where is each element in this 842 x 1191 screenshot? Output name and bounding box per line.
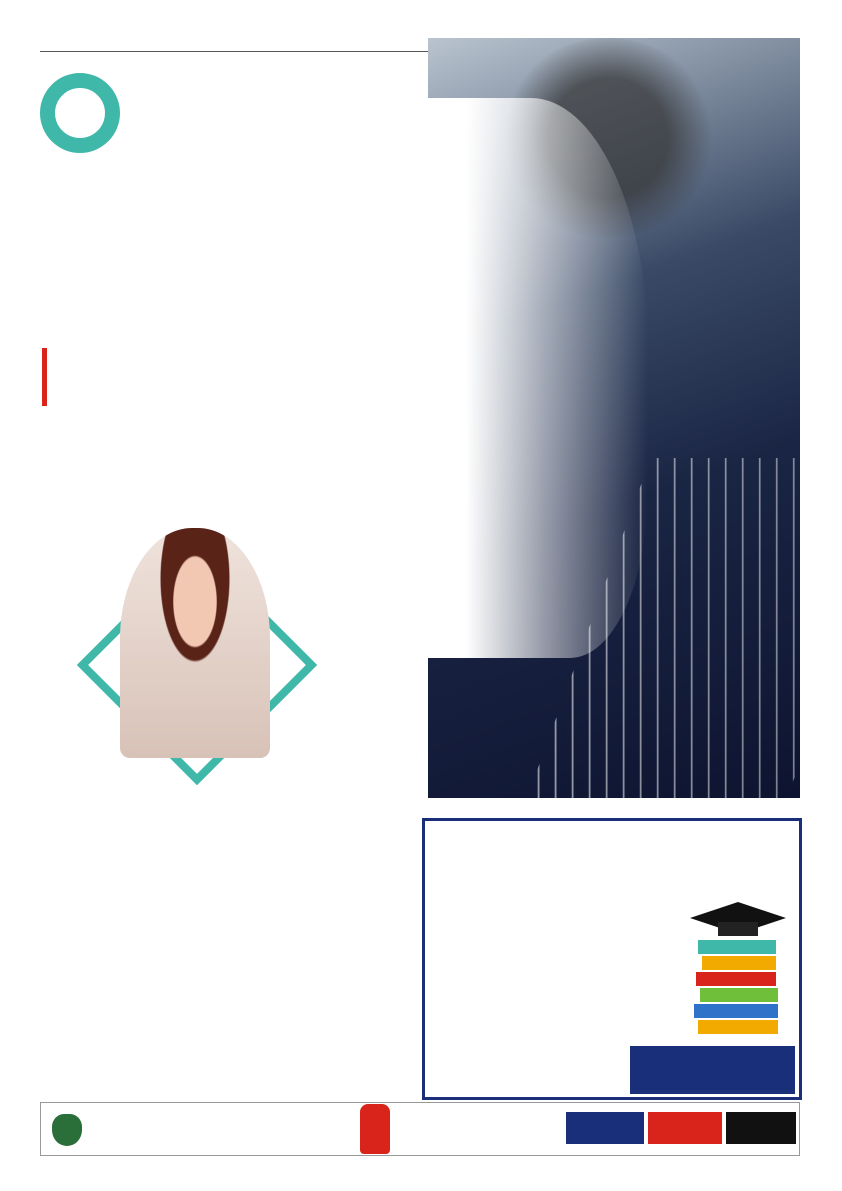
- byline-bar: [42, 348, 47, 406]
- pitstop-logo: [566, 1112, 644, 1144]
- article-column-2: [233, 348, 413, 349]
- coke-bottle-icon: [360, 1104, 390, 1154]
- hero-face-profile: [428, 98, 648, 658]
- caltex-logo: [648, 1112, 722, 1144]
- hero-image: [428, 38, 800, 798]
- strong-title: [38, 56, 122, 164]
- hoevelder-logo: [630, 1046, 795, 1094]
- article-column-1-lower: [42, 795, 222, 796]
- article-column-1: [42, 422, 222, 423]
- books-graduation-cap-icon: [688, 900, 788, 1045]
- lions-club-crest-icon: [52, 1114, 82, 1146]
- female-symbol-icon: [40, 73, 120, 153]
- portrait-photo: [120, 528, 270, 758]
- sasol-logo: [726, 1112, 796, 1144]
- header-rule: [40, 51, 430, 52]
